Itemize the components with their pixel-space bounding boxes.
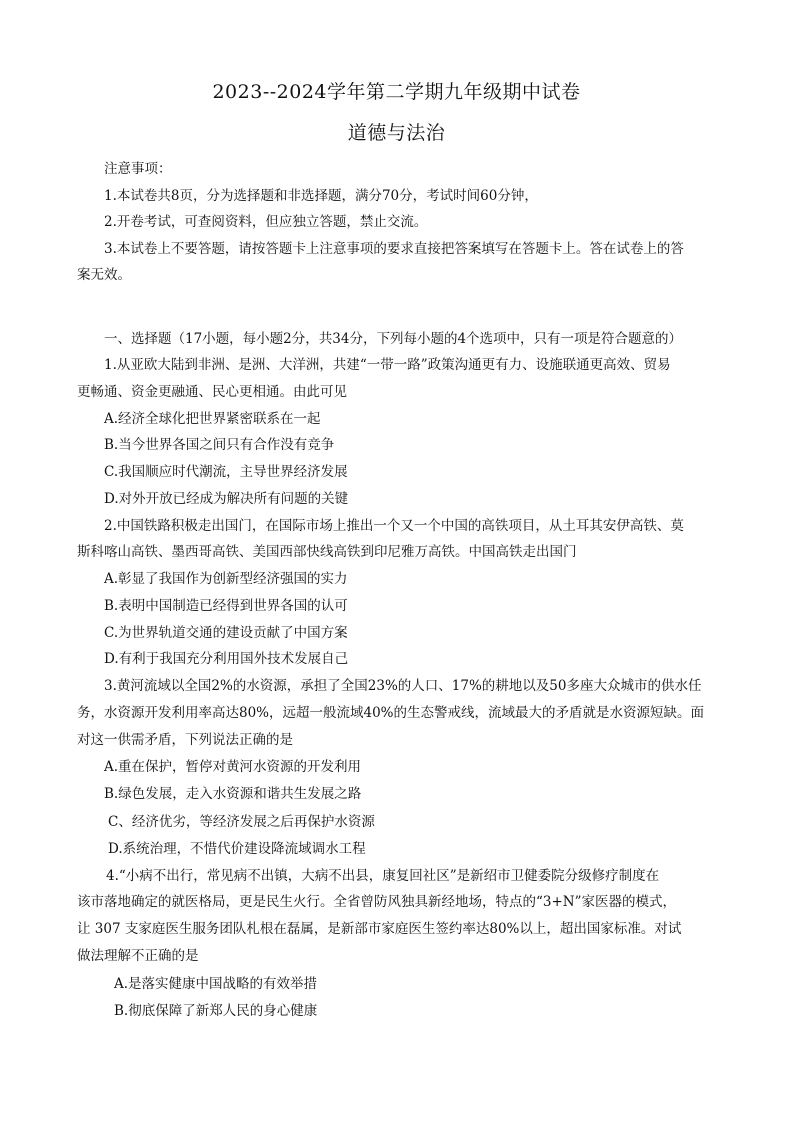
option-b: B.表明中国制造已经得到世界各国的认可 — [104, 598, 348, 614]
question-stem: 2.中国铁路积极走出国门，在国际市场上推出一个又一个中国的高铁项目，从土耳其安伊高铁、莫 — [104, 518, 684, 534]
option-b: B.绿色发展，走入水资源和谐共生发展之路 — [104, 786, 362, 802]
question-stem: 4.“小病不出行，常见病不出镇，大病不出县，康复回社区”是新绍市卫健委院分级修疗制度在 — [106, 868, 660, 884]
question-stem: 对这一供需矛盾，下列说法正确的是 — [77, 732, 293, 748]
option-d: D.系统治理，不惜代价建设降流域调水工程 — [108, 841, 366, 857]
question-stem: 3.黄河流域以全国2%的水资源，承担了全国23%的人口、17%的耕地以及50多座大众城市的供水任 — [104, 678, 702, 694]
option-d: D.有利于我国充分利用国外技术发展自己 — [104, 651, 349, 667]
question-stem: 该市落地确定的就医格局，更是民生火行。全省曾防风独具新经地场，特点的“3+N”家医器的模式， — [77, 894, 677, 910]
option-c: C、经济优劣，等经济发展之后再保护水资源 — [108, 814, 375, 830]
option-a: A.重在保护，暂停对黄河水资源的开发利用 — [104, 759, 362, 775]
question-stem: 斯科喀山高铁、墨西哥高铁、美国西部快线高铁到印尼雅万高铁。中国高铁走出国门 — [77, 544, 577, 560]
option-b: B.彻底保障了新郑人民的身心健康 — [114, 1003, 318, 1019]
option-b: B.当今世界各国之间只有合作没有竞争 — [104, 437, 335, 453]
question-stem: 做法理解不正确的是 — [77, 948, 199, 964]
option-c: C.为世界轨道交通的建设贡献了中国方案 — [104, 625, 348, 641]
exam-title: 2023--2024学年第二学期九年级期中试卷 — [212, 81, 581, 103]
question-stem: 更畅通、资金更融通、民心更相通。由此可见 — [77, 384, 347, 400]
option-a: A.彰显了我国作为创新型经济强国的实力 — [104, 571, 348, 587]
question-stem: 务，水资源开发利用率高达80%，远超一般流域40%的生态警戒线，流域最大的矛盾就是水资源短缺。面 — [77, 705, 705, 721]
option-c: C.我国顺应时代潮流，主导世界经济发展 — [104, 464, 348, 480]
section-heading: 一、选择题（17小题，每小题2分，共34分，下列每小题的4个选项中，只有一项是符合题意的） — [104, 331, 683, 347]
note-item: 案无效。 — [77, 267, 131, 283]
option-a: A.经济全球化把世界紧密联系在一起 — [104, 411, 321, 427]
option-d: D.对外开放已经成为解决所有问题的关键 — [104, 491, 349, 507]
question-stem: 让 307 支家庭医生服务团队札根在磊属，是新部市家庭医生签约率达80%以上，超出国家标准。对试 — [77, 921, 682, 937]
option-a: A.是落实健康中国战略的有效举措 — [114, 976, 318, 992]
subject-title: 道德与法治 — [347, 122, 446, 144]
note-item: 3.本试卷上不要答题，请按答题卡上注意事项的要求直接把答案填写在答题卡上。答在试卷上的答 — [104, 241, 684, 257]
question-stem: 1.从亚欧大陆到非洲、是洲、大洋洲，共建“一带一路”政策沟通更有力、设施联通更高效、贸易 — [104, 357, 671, 373]
note-item: 1.本试卷共8页，分为选择题和非选择题，满分70分，考试时间60分钟， — [104, 188, 538, 204]
note-item: 2.开卷考试，可查阅资料，但应独立答题，禁止交流。 — [104, 214, 428, 230]
notes-heading: 注意事项： — [104, 161, 172, 177]
